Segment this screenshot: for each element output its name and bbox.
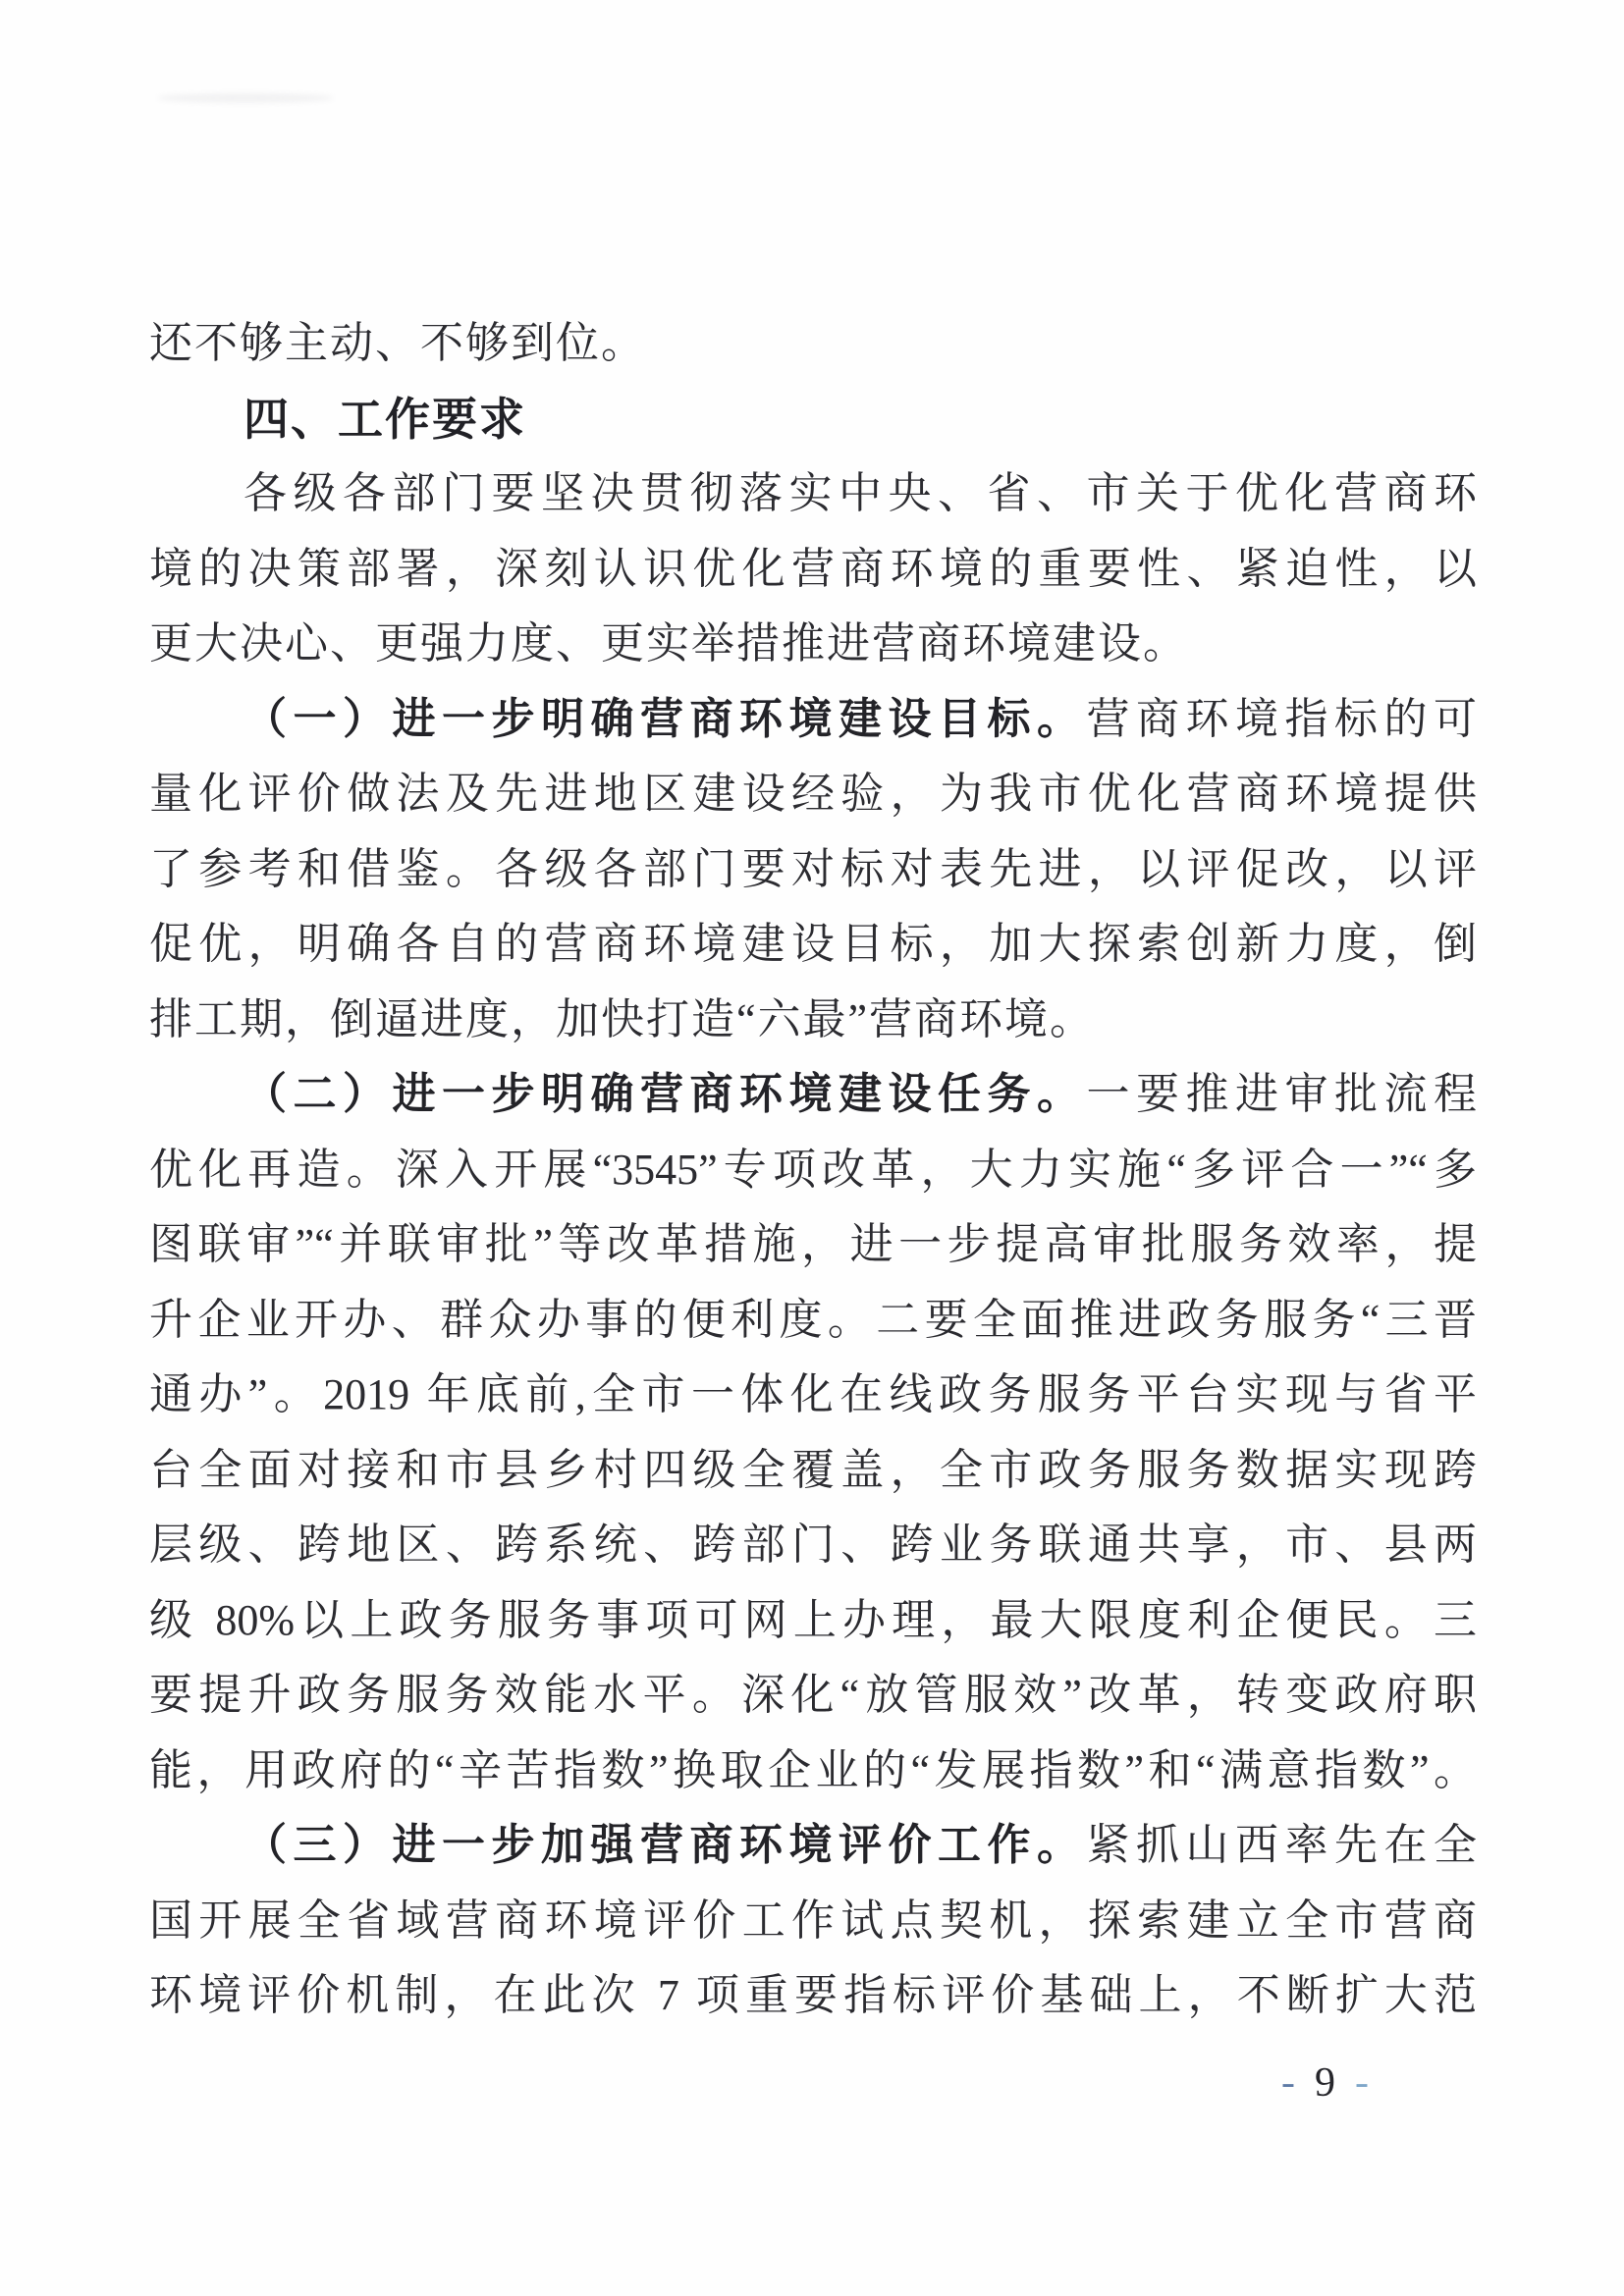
document-line: 促优，明确各自的营商环境建设目标，加大探索创新力度，倒 (149, 920, 1477, 968)
document-line: 优化再造。深入开展“3545”专项改革，大力实施“多评合一”“多 (149, 1145, 1477, 1194)
document-line: （二）进一步明确营商环境建设任务。一要推进审批流程 (244, 1070, 1477, 1118)
paragraph-lead: （三）进一步加强营商环境评价工作。 (244, 1821, 1087, 1869)
document-line: （三）进一步加强营商环境评价工作。紧抓山西率先在全 (244, 1821, 1477, 1869)
document-line: （一）进一步明确营商环境建设目标。营商环境指标的可 (244, 694, 1477, 743)
document-line: 图联审”“并联审批”等改革措施，进一步提高审批服务效率，提 (149, 1220, 1477, 1268)
page-number-value: 9 (1315, 2060, 1335, 2106)
document-line: 层级、跨地区、跨系统、跨部门、跨业务联通共享，市、县两 (149, 1521, 1477, 1569)
document-line: 能，用政府的“辛苦指数”换取企业的“发展指数”和“满意指数”。 (149, 1745, 1477, 1794)
document-line: 要提升政务服务效能水平。深化“放管服效”改革，转变政府职 (149, 1671, 1477, 1719)
document-line: 通办”。2019 年底前,全市一体化在线政务服务平台实现与省平 (149, 1370, 1477, 1418)
document-line: 台全面对接和市县乡村四级全覆盖，全市政务服务数据实现跨 (149, 1445, 1477, 1494)
paragraph-lead: （一）进一步明确营商环境建设目标。 (244, 694, 1087, 743)
document-line: 级 80%以上政务服务事项可网上办理，最大限度利企便民。三 (149, 1595, 1477, 1644)
document-line: 了参考和借鉴。各级各部门要对标对表先进，以评促改，以评 (149, 844, 1477, 893)
document-line: 环境评价机制，在此次 7 项重要指标评价基础上，不断扩大范 (149, 1971, 1477, 2019)
document-line: 量化评价做法及先进地区建设经验，为我市优化营商环境提供 (149, 770, 1477, 818)
paragraph-lead: （二）进一步明确营商环境建设任务。 (244, 1070, 1087, 1118)
document-line: 境的决策部署，深刻认识优化营商环境的重要性、紧迫性，以 (149, 544, 1477, 593)
document-line: 排工期，倒逼进度，加快打造“六最”营商环境。 (149, 994, 1096, 1043)
document-line: 更大决心、更强力度、更实举措推进营商环境建设。 (149, 619, 1188, 667)
document-line: 国开展全省域营商环境评价工作试点契机，探索建立全市营商 (149, 1896, 1477, 1945)
document-line: 还不够主动、不够到位。 (149, 319, 646, 367)
page-number-left-dash: - (1281, 2064, 1295, 2102)
document-body (149, 306, 1477, 2034)
document-line: 升企业开办、群众办事的便利度。二要全面推进政务服务“三晋 (149, 1295, 1477, 1344)
page-number (1281, 2059, 1369, 2107)
section-heading: 四、工作要求 (244, 393, 526, 445)
document-line: 各级各部门要坚决贯彻落实中央、省、市关于优化营商环 (244, 469, 1477, 517)
page-number-right-dash: - (1355, 2064, 1369, 2102)
